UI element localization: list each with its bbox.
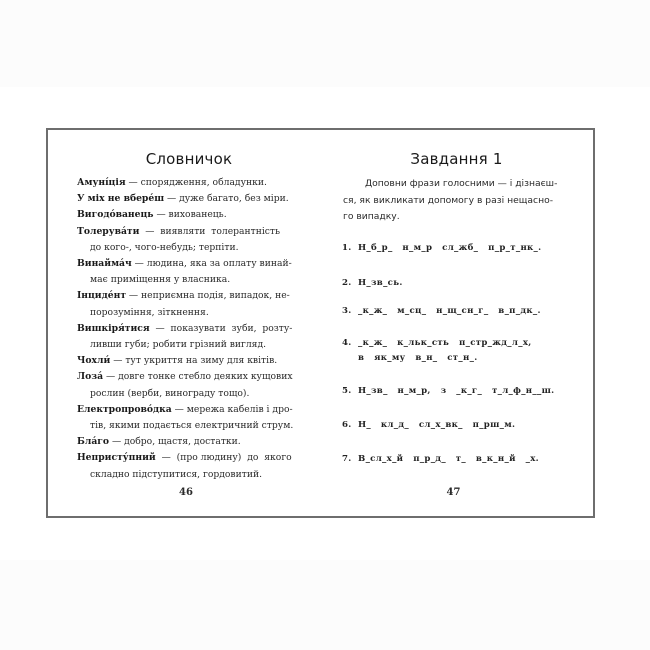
glossary-term: Інциде́нт <box>77 290 127 302</box>
book-spread <box>46 128 595 518</box>
glossary-definition-continued: складно підступитися, гордовитий. <box>90 468 262 480</box>
glossary-term: Амуні́ція <box>77 177 126 188</box>
task-text: Н_ кл_д_ сл_х_вк_ п_рш_м. <box>358 420 516 430</box>
glossary-entry <box>77 191 305 207</box>
instruction-line: го випадку. <box>343 211 400 222</box>
glossary-term: Винайма́ч <box>77 258 132 270</box>
task-item <box>342 386 554 396</box>
task-item <box>342 338 532 363</box>
background-band-top <box>0 0 650 87</box>
glossary-definition-continued: має приміщення у власника. <box>90 274 231 286</box>
glossary-title: Словничок <box>145 150 233 168</box>
glossary-term: Непристу́пний <box>77 452 156 464</box>
glossary-term: Толерува́ти <box>77 225 140 237</box>
glossary-list <box>77 175 305 483</box>
glossary-definition: — людина, яка за оплату винай- <box>131 258 292 270</box>
glossary-term: Електропрово́дка <box>77 403 172 415</box>
glossary-definition: — показувати зуби, розту- <box>149 322 293 334</box>
task-number: 3. <box>342 306 352 316</box>
task-text: Н_зв_ н_м_р, з _к_г_ т_л_ф_н__ш. <box>358 386 555 396</box>
glossary-definition: — неприємна подія, випадок, не- <box>126 290 290 302</box>
glossary-entry <box>77 175 305 191</box>
task-item <box>342 243 541 253</box>
glossary-term: Вишкіря́тися <box>77 322 150 334</box>
task-title: Завдання 1 <box>410 150 503 168</box>
glossary-definition-continued: ливши губи; робити грізний вигляд. <box>90 339 267 351</box>
glossary-entry <box>77 402 305 434</box>
glossary-definition-continued: рослин (верби, винограду тощо). <box>90 387 250 399</box>
glossary-definition: — добро, щастя, достатки. <box>109 436 241 448</box>
glossary-entry <box>77 434 305 450</box>
glossary-term: Чохли́ <box>77 355 111 367</box>
page-number-left: 46 <box>179 487 193 498</box>
task-text: _к_ж_ к_льк_сть п_стр_жд_л_х, <box>358 338 532 348</box>
glossary-term: Лоза́ <box>77 371 104 383</box>
background-band-bottom <box>0 560 650 650</box>
task-text: Н_зв_сь. <box>358 278 403 288</box>
task-text: _к_ж_ м_сц_ н_щ_сн_г_ в_п_дк_. <box>358 306 541 316</box>
right-page <box>320 130 593 516</box>
task-item <box>342 278 403 288</box>
task-item <box>342 454 539 464</box>
task-number: 7. <box>342 454 352 464</box>
glossary-entry <box>77 369 305 401</box>
instruction-line: ся, як викликати допомогу в разі нещасно- <box>343 194 554 206</box>
task-number: 5. <box>342 386 352 396</box>
glossary-definition: — спорядження, обладунки. <box>125 177 267 188</box>
instruction-line: Доповни фрази голосними — і дізнаєш- <box>365 178 558 189</box>
task-text: В_сл_х_й п_р_д_ т_ в_к_н_й _х. <box>358 454 539 464</box>
glossary-definition: — дуже багато, без міри. <box>164 193 289 205</box>
task-number: 2. <box>342 278 352 288</box>
task-text-continued: в як_му в_н_ ст_н_. <box>358 353 478 363</box>
glossary-term: У міх не вбере́ш <box>77 193 165 205</box>
task-item <box>342 420 515 430</box>
glossary-entry <box>77 450 305 482</box>
glossary-entry <box>77 321 305 353</box>
task-text: Н_б_р_ н_м_р сл_жб_ п_р_т_нк_. <box>358 243 542 253</box>
glossary-term: Вигодо́ванець <box>77 209 154 221</box>
glossary-entry <box>77 256 305 288</box>
glossary-definition-continued: тів, якими подається електричний струм. <box>90 420 294 432</box>
glossary-definition-continued: до кого-, чого-небудь; терпіти. <box>90 241 239 253</box>
task-item <box>342 306 541 316</box>
glossary-term: Бла́го <box>77 436 110 448</box>
glossary-entry <box>77 288 305 320</box>
glossary-definition: — (про людину) до якого <box>155 452 292 464</box>
left-page <box>48 130 320 516</box>
task-number: 6. <box>342 420 352 430</box>
glossary-definition: — вихованець. <box>153 209 227 221</box>
page-number-right: 47 <box>446 487 461 498</box>
glossary-definition: — мережа кабелів і дро- <box>171 403 293 415</box>
task-instructions <box>343 176 575 226</box>
glossary-entry <box>77 353 305 369</box>
glossary-definition-continued: порозуміння, зіткнення. <box>90 306 209 318</box>
task-number: 1. <box>342 243 352 253</box>
glossary-entry <box>77 207 305 223</box>
glossary-definition: — виявляти толерантність <box>139 225 280 237</box>
glossary-definition: — довге тонке стебло деяких кущових <box>103 371 293 383</box>
task-number: 4. <box>342 338 352 348</box>
glossary-entry <box>77 224 305 256</box>
glossary-definition: — тут укриття на зиму для квітів. <box>110 355 278 367</box>
